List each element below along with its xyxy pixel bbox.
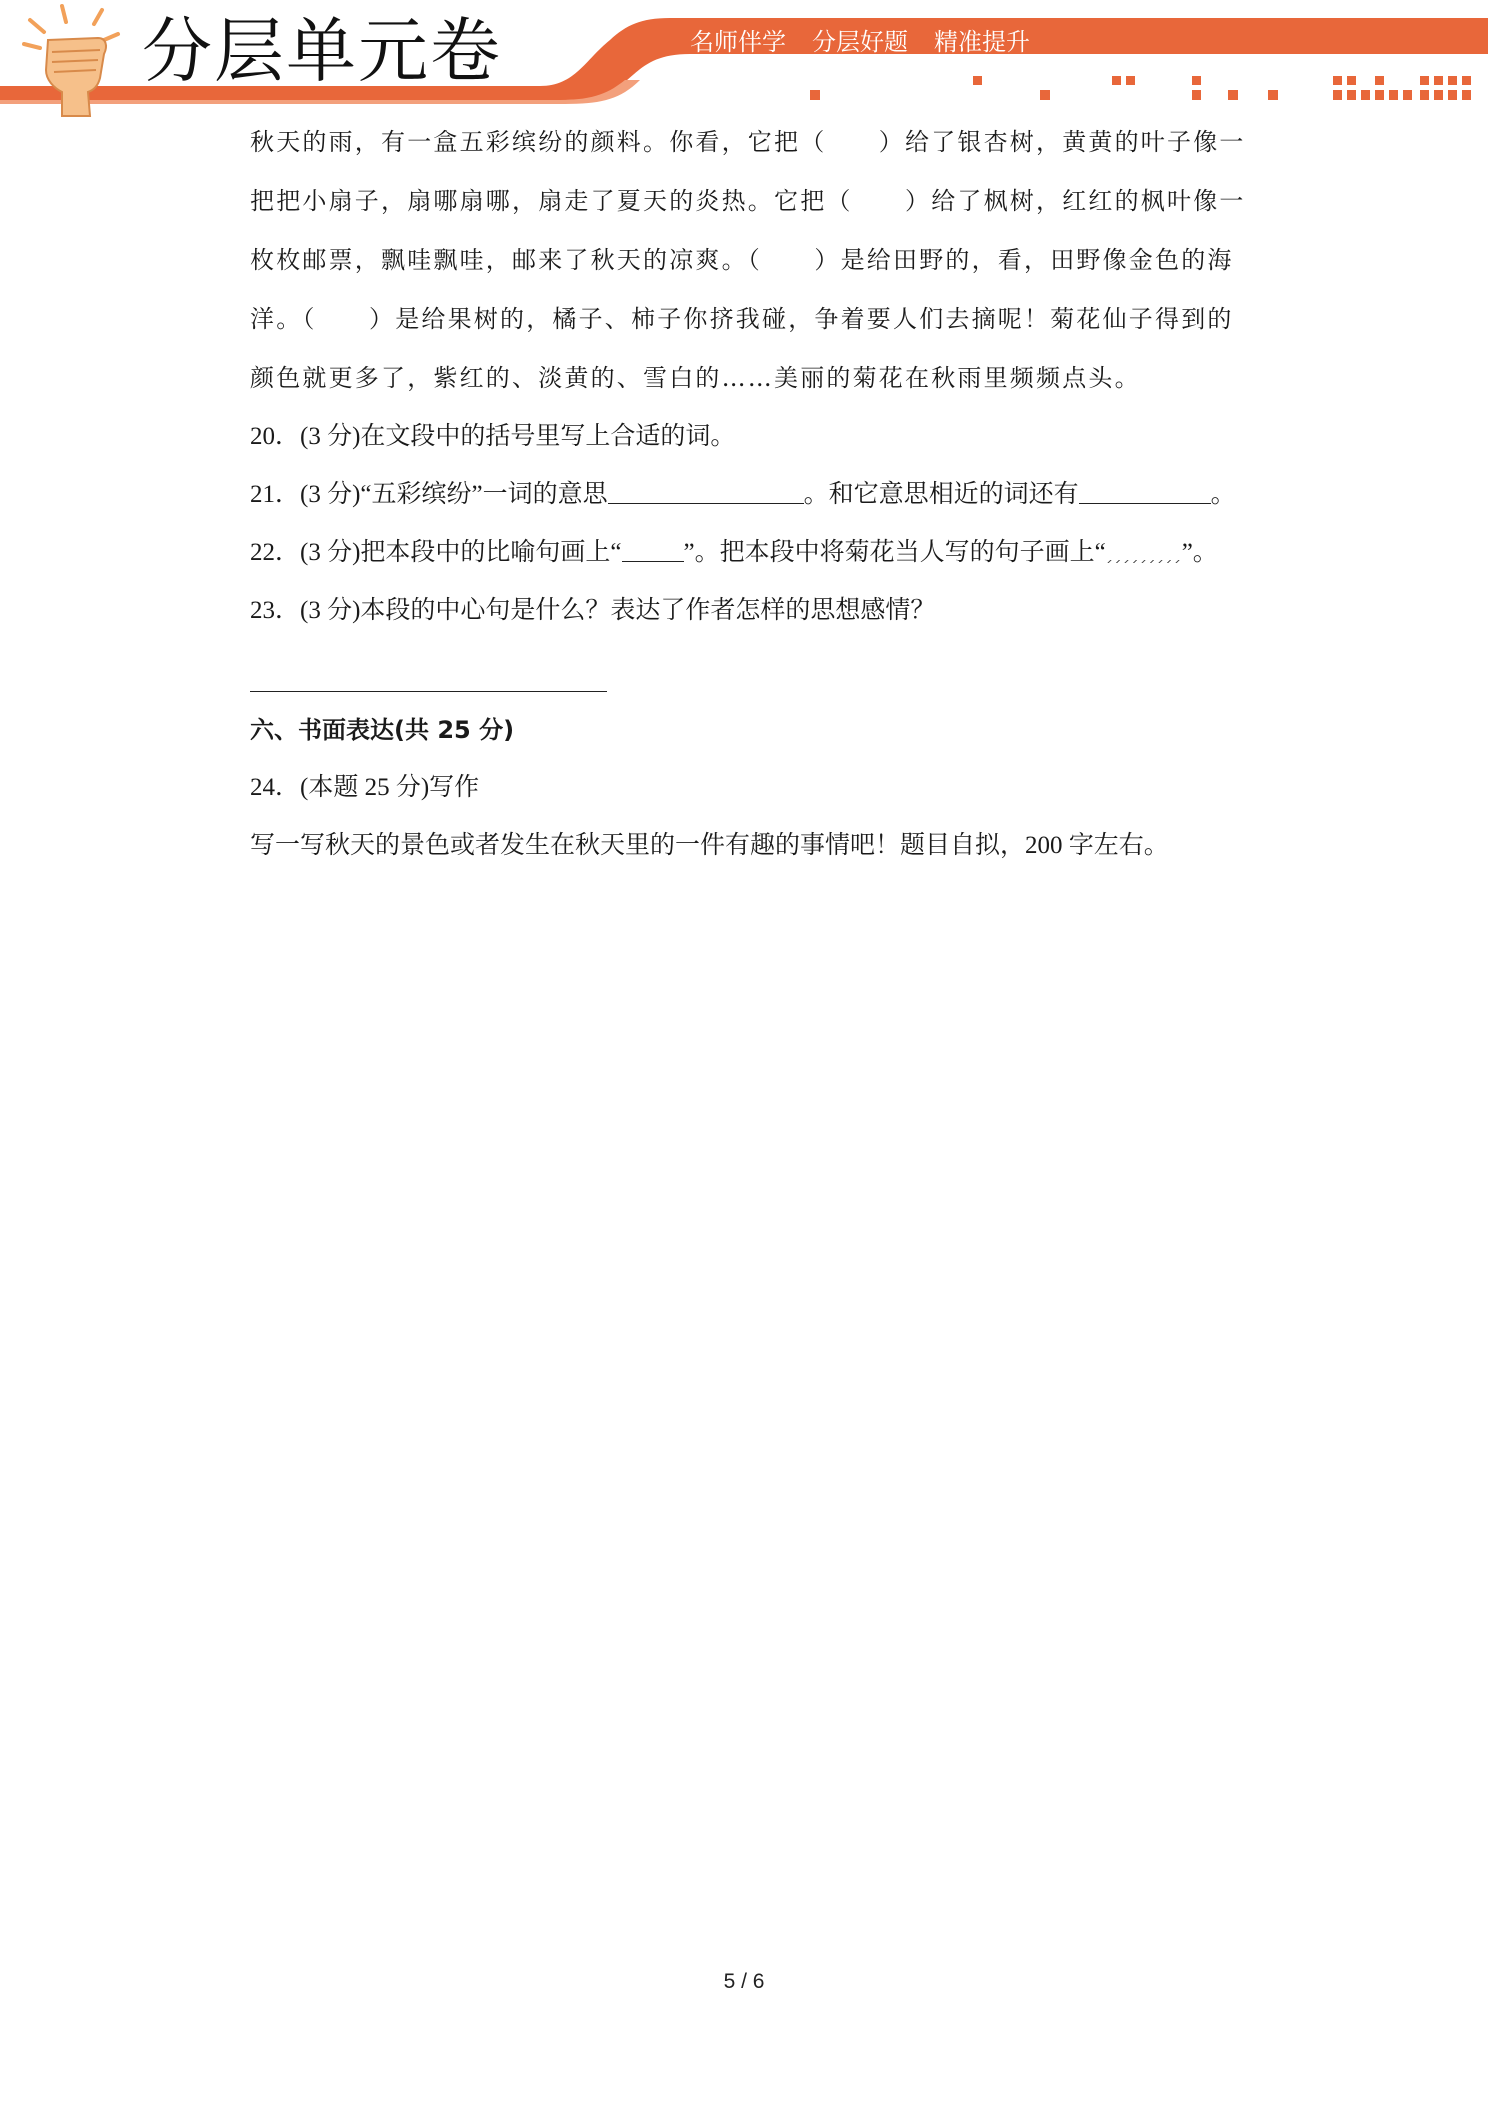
fist-icon — [10, 0, 130, 120]
question-21-text: 。和它意思相近的词还有 — [803, 481, 1079, 508]
passage-line: 把把小扇子，扇哪扇哪，扇走了夏天的炎热。它把（ ）给了枫树，红红的枫叶像一 — [250, 187, 1246, 215]
question-21-text: 。 — [1210, 481, 1236, 508]
passage-line: 颜色就更多了，紫红的、淡黄的、雪白的……美丽的菊花在秋雨里频频点头。 — [250, 364, 1141, 392]
passage-line: 洋。（ ）是给果树的，橘子、柿子你挤我碰，争着要人们去摘呢！菊花仙子得到的 — [250, 305, 1234, 333]
slogan-item: 名师伴学 — [690, 28, 786, 56]
brand-title: 分层单元卷 — [142, 10, 502, 92]
answer-blank[interactable] — [608, 479, 804, 504]
question-20: 20．(3 分)在文段中的括号里写上合适的词。 — [250, 423, 736, 450]
page-number: 5 / 6 — [723, 1970, 765, 1993]
wavy-underline-sample — [1106, 545, 1182, 563]
slogan-item: 精准提升 — [934, 28, 1030, 56]
reading-passage — [250, 118, 1246, 413]
question-22-text: ”。把本段中将菊花当人写的句子画上“ — [683, 539, 1106, 566]
passage-line: 枚枚邮票，飘哇飘哇，邮来了秋天的凉爽。（ ）是给田野的，看，田野像金色的海 — [250, 246, 1234, 274]
straight-underline-sample — [622, 537, 684, 562]
page-header — [0, 0, 1488, 120]
answer-line[interactable] — [250, 645, 607, 692]
passage-line: 秋天的雨，有一盒五彩缤纷的颜料。你看，它把（ ）给了银杏树，黄黄的叶子像一 — [250, 128, 1246, 156]
slogan-item: 分层好题 — [812, 28, 908, 56]
question-21-text: 21．(3 分)“五彩缤纷”一词的意思 — [250, 481, 608, 508]
section-title: 六、书面表达(共 25 分) — [250, 716, 515, 744]
question-22-text: ”。 — [1181, 539, 1218, 566]
page-content — [250, 118, 1246, 880]
question-21 — [250, 471, 1240, 529]
writing-prompt: 写一写秋天的景色或者发生在秋天里的一件有趣的事情吧！题目自拟，200 字左右。 — [250, 832, 1169, 859]
question-22-text: 22．(3 分)把本段中的比喻句画上“ — [250, 539, 622, 566]
question-23: 23．(3 分)本段的中心句是什么？表达了作者怎样的思想感情？ — [250, 597, 936, 624]
slogan-bar — [690, 22, 1030, 62]
question-22 — [250, 529, 1240, 587]
question-24: 24．(本题 25 分)写作 — [250, 774, 480, 801]
answer-blank[interactable] — [1079, 479, 1211, 504]
